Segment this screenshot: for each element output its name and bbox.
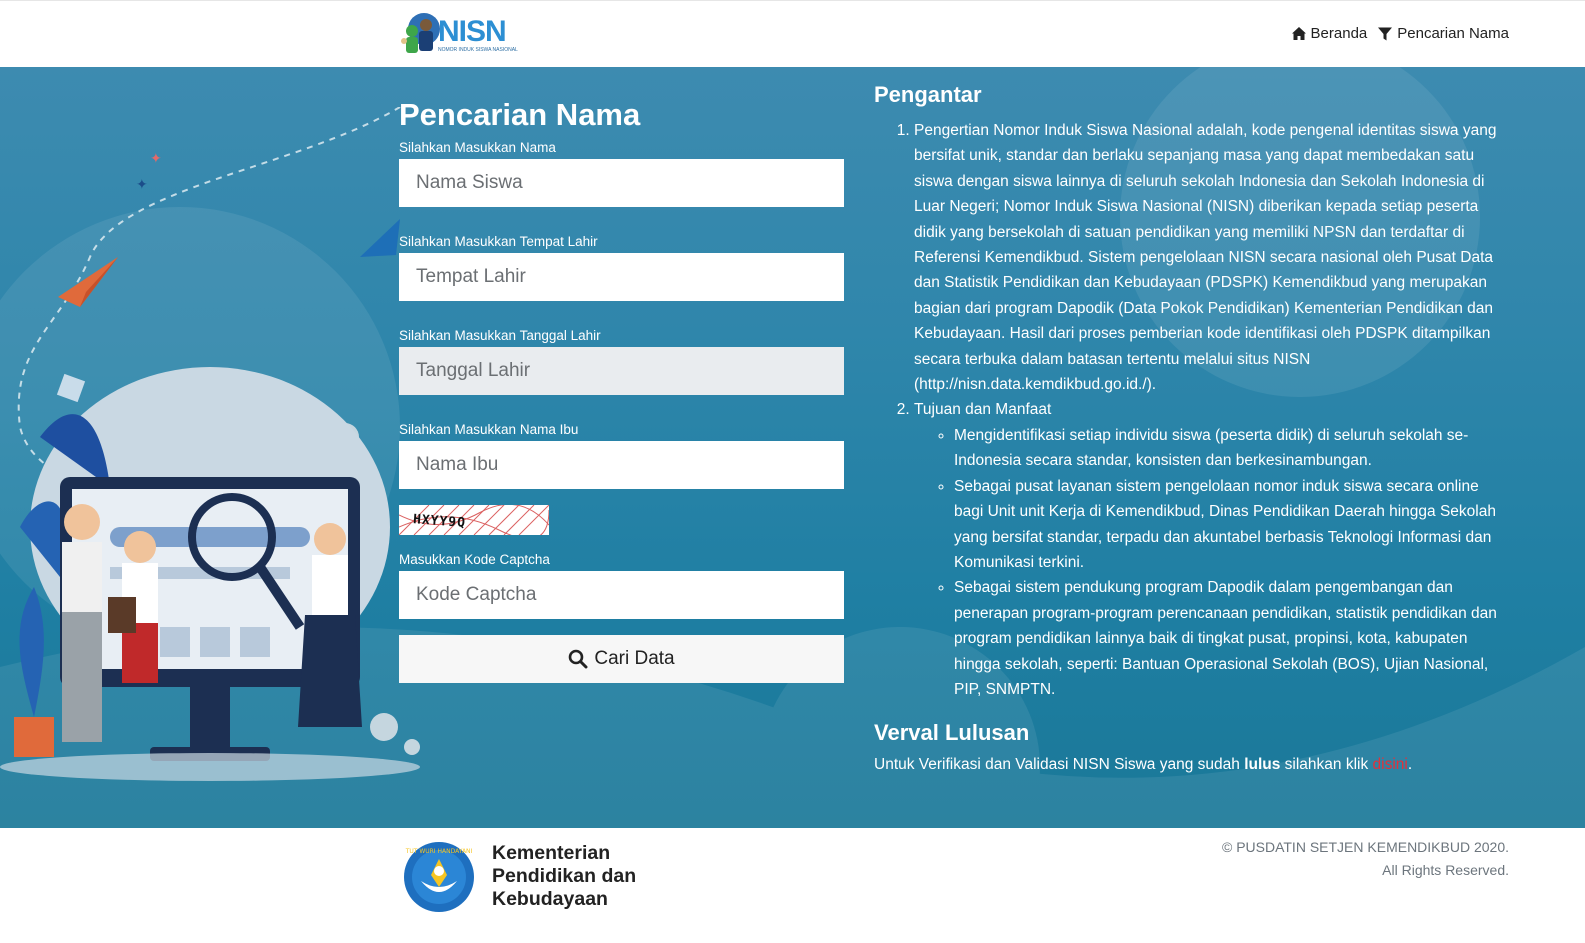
captcha-label: Masukkan Kode Captcha xyxy=(399,552,550,567)
logo-subtitle: NOMOR INDUK SISWA NASIONAL xyxy=(438,47,518,53)
ministry-name xyxy=(492,842,652,911)
main-nav xyxy=(1291,25,1509,42)
cari-data-label: Cari Data xyxy=(594,648,675,669)
ministry-line-3: Kebudayaan xyxy=(492,888,608,910)
logo-motto: TUT WURI HANDAYANI xyxy=(405,848,473,855)
svg-text:✦: ✦ xyxy=(150,151,162,167)
nisn-logo[interactable] xyxy=(398,9,518,59)
verval-title: Verval Lulusan xyxy=(874,720,1030,746)
hero-section xyxy=(0,67,1585,828)
students-illustration xyxy=(0,107,440,827)
kemendikbud-logo xyxy=(403,841,475,913)
tempat-lahir-label: Silahkan Masukkan Tempat Lahir xyxy=(399,234,598,249)
top-navbar xyxy=(0,0,1585,67)
nav-beranda-label: Beranda xyxy=(1310,25,1368,42)
nisn-logo-icon xyxy=(398,9,442,59)
verval-suffix: . xyxy=(1407,756,1413,774)
tujuan-point-2: ◦ Sebagai pusat layanan sistem pengelolaan nomor induk siswa secara online bagi Unit unit Kerja di Kemendikbud, Dinas Pendidikan Daerah hingga Sekolah yang bersifat standar, terpadu dan akuntabel berbasis Teknologi Informasi dan Komunikasi terkini. xyxy=(954,474,1510,576)
nav-pencarian-nama-label: Pencarian Nama xyxy=(1397,25,1509,42)
tujuan-point-1: ◦ Mengidentifikasi setiap individu siswa (peserta didik) di seluruh sekolah se-Indonesia secara standar, konsisten dan berkesinambungan. xyxy=(954,423,1510,474)
pengantar-item-1: 1. Pengertian Nomor Induk Siswa Nasional adalah, kode pengenal identitas siswa yang bersifat unik, standar dan berlaku sepanjang masa yang dapat membedakan satu siswa dengan siswa lainnya di seluruh sekolah Indonesia dan Sekolah Indonesia di Luar Negeri; Nomor Induk Siswa Nasional (NISN) diberikan kepada setiap peserta didik yang bersekolah di satuan pendidikan yang memiliki NPSN dan terdaftar di Referensi Kemendikbud. Sistem pengelolaan NISN secara nasional oleh Pusat Data dan Statistik Pendidikan dan Kebudayaan (PDSPK) Kemendikbud yang merupakan bagian dari program Dapodik (Data Pokok Pendidikan) Kementerian Pendidikan dan Kebudayaan. Hasil dari proses pemberian kode identifikasi oleh PDSPK ditampilkan secara terbuka dalam batasan tertentu melalui situs NISN (http://nisn.data.kemdikbud.go.id./). xyxy=(914,118,1510,397)
verval-bold: lulus xyxy=(1244,756,1281,774)
copyright-text: © PUSDATIN SETJEN KEMENDIKBUD 2020. xyxy=(1221,839,1509,855)
rights-text: All Rights Reserved. xyxy=(1382,862,1509,878)
disini-link[interactable]: disini xyxy=(1372,756,1408,774)
logo-text: NISN xyxy=(438,15,506,48)
nama-ibu-input[interactable] xyxy=(399,441,844,489)
cari-data-button[interactable] xyxy=(399,635,844,683)
nav-beranda[interactable] xyxy=(1291,25,1368,42)
filter-icon xyxy=(1377,26,1393,42)
home-icon xyxy=(1291,26,1307,42)
tujuan-manfaat-list xyxy=(914,423,1510,702)
tujuan-manfaat-title: Tujuan dan Manfaat xyxy=(914,401,1052,419)
form-title: Pencarian Nama xyxy=(399,97,641,132)
nav-pencarian-nama[interactable] xyxy=(1377,25,1509,42)
ministry-line-1: Kementerian xyxy=(492,842,611,864)
tujuan-point-3: ◦ Sebagai sistem pendukung program Dapodik dalam pengembangan dan penerapan program-program perencanaan pendidikan, statistik pendidikan dan program pendidikan lainnya baik di tingkat pusat, propinsi, kota, kabupaten hingga sekolah, seperti: Bantuan Operasional Sekolah (BOS), Ujian Nasional, PIP, SNMPTN. xyxy=(954,575,1510,702)
svg-text:✦: ✦ xyxy=(136,177,148,193)
pengantar-list xyxy=(874,118,1510,702)
tanggal-lahir-label: Silahkan Masukkan Tanggal Lahir xyxy=(399,328,601,343)
nama-label: Silahkan Masukkan Nama xyxy=(399,140,556,155)
ministry-line-2: Pendidikan dan xyxy=(492,865,637,887)
footer xyxy=(0,828,1585,943)
search-icon xyxy=(568,649,588,669)
pengantar-title: Pengantar xyxy=(874,82,982,107)
captcha-text: HXYY9Q xyxy=(412,512,467,531)
info-panel xyxy=(874,82,1510,774)
captcha-image xyxy=(399,505,549,535)
copyright xyxy=(1222,836,1509,882)
pengantar-item-2 xyxy=(914,397,1510,702)
tempat-lahir-input[interactable] xyxy=(399,253,844,301)
nama-siswa-input[interactable] xyxy=(399,159,844,207)
tanggal-lahir-input[interactable] xyxy=(399,347,844,395)
captcha-input[interactable] xyxy=(399,571,844,619)
search-form xyxy=(399,97,844,683)
nama-ibu-label: Silahkan Masukkan Nama Ibu xyxy=(399,422,579,437)
verval-text xyxy=(874,756,1510,774)
verval-middle: silahkan klik xyxy=(1280,756,1373,774)
verval-prefix: Untuk Verifikasi dan Validasi NISN Siswa yang sudah xyxy=(874,756,1245,774)
